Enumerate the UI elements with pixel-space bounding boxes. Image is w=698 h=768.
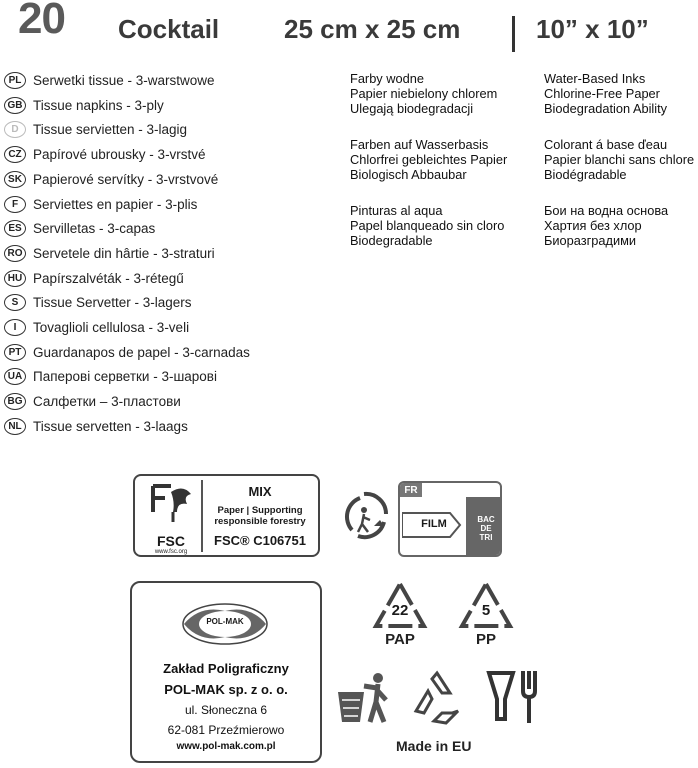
property-line: Water-Based Inks — [544, 71, 646, 86]
language-code-badge: D — [4, 121, 26, 138]
language-text: Tissue Servetter - 3-lagers — [33, 295, 192, 311]
language-row — [4, 415, 188, 438]
language-text: Servetele din hârtie - 3-straturi — [33, 245, 215, 261]
manufacturer-name1: Zakład Poligraficzny — [163, 661, 289, 676]
recycle-pp-icon — [456, 580, 516, 648]
fsc-url: www.fsc.org — [154, 549, 188, 555]
language-text: Tissue servetten - 3-laags — [33, 418, 188, 434]
property-line: Farben auf Wasserbasis — [350, 137, 489, 152]
language-row — [4, 242, 215, 265]
fsc-mix-title: MIX — [248, 484, 272, 499]
tidyman-icon — [334, 672, 392, 729]
language-row — [4, 341, 250, 364]
manufacturer-street: ul. Słoneczna 6 — [184, 703, 268, 717]
made-in-label: Made in EU — [396, 738, 472, 754]
language-code-badge: NL — [4, 418, 26, 435]
product-name: Cocktail — [118, 14, 220, 44]
language-row — [4, 168, 218, 191]
property-line: Biodegradable — [350, 233, 433, 248]
recycle-pp-label: PP — [475, 631, 496, 648]
language-code-badge: PL — [4, 72, 26, 89]
manufacturer-name2: POL-MAK sp. z o. o. — [164, 682, 288, 697]
language-text: Papírové ubrousky - 3-vrstvé — [33, 147, 206, 163]
language-row — [4, 118, 187, 141]
fsc-sub1: Paper | Supporting — [217, 505, 303, 516]
pack-count: 20 — [18, 0, 65, 43]
language-code-badge: BG — [4, 393, 26, 410]
fsc-logo-text: FSC — [157, 533, 185, 549]
language-code-badge: I — [4, 319, 26, 336]
language-code-badge: CZ — [4, 146, 26, 163]
language-code-badge: F — [4, 196, 26, 213]
bin-text: BAC — [477, 515, 495, 524]
language-text: Паперові серветки - 3-шарові — [33, 369, 217, 385]
language-row — [4, 94, 164, 117]
language-row — [4, 193, 197, 216]
language-text: Serwetki tissue - 3-warstwowe — [33, 73, 215, 88]
recycle-pp-number: 5 — [481, 602, 491, 619]
language-row — [4, 69, 215, 92]
recycle-pap-number: 22 — [391, 602, 409, 619]
bin-text: TRI — [479, 533, 493, 542]
language-text: Papierové servítky - 3-vrstvové — [33, 171, 219, 187]
property-line: Chlorfrei gebleichtes Papier — [350, 152, 508, 167]
language-row — [4, 267, 184, 290]
property-line: Chlorine-Free Paper — [544, 86, 660, 101]
manufacturer-web: www.pol-mak.com.pl — [176, 741, 276, 752]
property-line: Biodégradable — [544, 167, 627, 182]
sorting-bin — [466, 497, 502, 557]
properties-col2-en — [544, 71, 696, 116]
language-code-badge: UA — [4, 368, 26, 385]
property-line: Хартия без хлор — [544, 218, 642, 233]
language-row — [4, 365, 217, 388]
property-line: Biologisch Abbaubar — [350, 167, 467, 182]
language-text: Servilletas - 3-capas — [33, 221, 156, 237]
fsc-tree-icon — [143, 482, 199, 534]
properties-col1-de — [350, 137, 507, 182]
properties-col2-bg — [544, 203, 696, 248]
language-text: Papírszalvéták - 3-rétegű — [33, 270, 184, 286]
sorting-material: FILM — [421, 518, 447, 530]
language-text: Tissue servietten - 3-lagig — [33, 122, 188, 138]
property-line: Papier niebielony chlorem — [350, 86, 498, 101]
properties-col1-es — [350, 203, 504, 248]
fsc-logo — [143, 482, 199, 555]
manufacturer-box — [130, 581, 322, 763]
language-code-badge: RO — [4, 245, 26, 262]
size-metric: 25 cm x 25 cm — [284, 14, 461, 44]
triman-icon — [340, 490, 398, 549]
sorting-arrow — [406, 511, 462, 537]
property-line: Биоразградими — [544, 233, 637, 248]
polmak-logo — [180, 601, 270, 647]
sorting-country: FR — [400, 483, 422, 497]
sorting-info — [398, 481, 502, 557]
recycle-icon — [406, 667, 468, 734]
fsc-sub2: responsible forestry — [214, 516, 306, 527]
language-row — [4, 143, 206, 166]
language-text: Tovaglioli cellulosa - 3-veli — [33, 320, 190, 335]
property-line: Papier blanchi sans chlore — [544, 152, 695, 167]
fsc-divider — [201, 480, 203, 552]
property-line: Pinturas al aqua — [350, 203, 443, 218]
language-row — [4, 390, 181, 413]
recycle-pap-icon — [370, 580, 430, 648]
language-code-badge: S — [4, 294, 26, 311]
language-code-badge: ES — [4, 220, 26, 237]
property-line: Ulegają biodegradacji — [350, 101, 474, 116]
property-line: Colorant á base ďeau — [544, 137, 668, 152]
property-line: Farby wodne — [350, 71, 424, 86]
language-row — [4, 217, 155, 240]
properties-col1-pl — [350, 71, 497, 116]
bin-text: DE — [480, 524, 492, 533]
language-text: Guardanapos de papel - 3-carnadas — [33, 344, 250, 360]
language-text: Салфетки – 3-пластови — [33, 394, 181, 410]
language-code-badge: SK — [4, 171, 26, 188]
language-code-badge: HU — [4, 270, 26, 287]
header-separator — [512, 16, 515, 52]
recycle-pap-label: PAP — [385, 631, 415, 648]
fsc-code: FSC® C106751 — [214, 533, 306, 548]
property-line: Бои на водна основа — [544, 203, 669, 218]
language-text: Tissue napkins - 3-ply — [33, 97, 164, 113]
fsc-label-box — [133, 474, 320, 557]
language-row — [4, 291, 192, 314]
manufacturer-city: 62-081 Przeźmierowo — [167, 723, 285, 737]
language-code-badge: PT — [4, 344, 26, 361]
property-line: Biodegradation Ability — [544, 101, 668, 116]
food-safe-icon — [485, 667, 547, 732]
language-row — [4, 316, 189, 339]
property-line: Papel blanqueado sin cloro — [350, 218, 505, 233]
polmak-logo-text: POL-MAK — [206, 617, 244, 626]
language-text: Serviettes en papier - 3-plis — [33, 196, 198, 212]
language-code-badge: GB — [4, 97, 26, 114]
properties-col2-fr — [544, 137, 696, 182]
size-imperial: 10” x 10” — [536, 14, 649, 44]
